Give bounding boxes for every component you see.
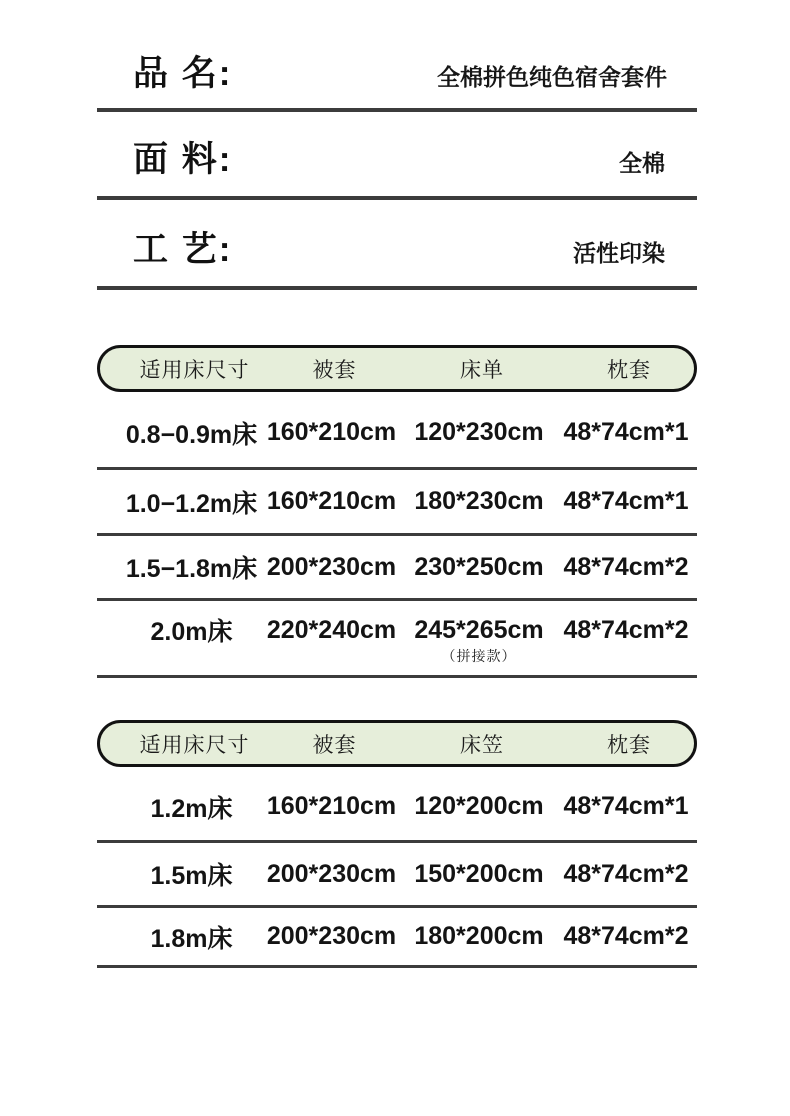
duvet-cover-size: 200*230cm (266, 859, 397, 888)
fitted-sheet-size: 180*200cm (414, 922, 544, 950)
duvet-cover-size: 200*230cm (266, 922, 397, 950)
duvet-cover-size: 200*230cm (266, 552, 397, 581)
pillowcase-size: 48*74cm*2 (563, 859, 689, 888)
duvet-cover-size: 160*210cm (266, 792, 397, 820)
spec-row-fabric (97, 112, 697, 200)
table-row (97, 392, 697, 470)
column-header-pillowcase: 枕套 (607, 358, 651, 382)
size-table-1-header (97, 345, 697, 392)
column-header-fitted-sheet: 床笠 (460, 733, 504, 757)
spec-label-product-name: 品 名: (133, 54, 233, 93)
size-table-2-header (97, 720, 697, 767)
size-table-fitted-sheet-set (97, 720, 697, 968)
bed-size-value: 0.8−0.9m床 (125, 420, 258, 449)
product-specs (97, 0, 697, 290)
pillowcase-size: 48*74cm*2 (563, 615, 689, 644)
splice-style-note: （拼接款） (441, 648, 517, 664)
size-table-sheet-set (97, 345, 697, 678)
table-row (97, 536, 697, 601)
table-row (97, 908, 697, 968)
duvet-cover-size: 160*210cm (266, 487, 397, 515)
fitted-sheet-size: 150*200cm (414, 859, 544, 888)
duvet-cover-size: 160*210cm (266, 418, 397, 446)
flat-sheet-size: 120*230cm (414, 418, 544, 446)
column-header-duvet-cover: 被套 (312, 733, 357, 757)
duvet-cover-size: 220*240cm (266, 615, 397, 644)
bed-size-value: 1.8m床 (150, 924, 233, 953)
bed-size-value: 1.5−1.8m床 (125, 555, 258, 583)
flat-sheet-size: 180*230cm (414, 487, 544, 515)
table-row (97, 843, 697, 908)
bed-size-value: 1.0−1.2m床 (125, 489, 258, 518)
column-header-bed-size: 适用床尺寸 (139, 733, 250, 757)
spec-label-fabric: 面 料: (133, 140, 233, 179)
column-header-flat-sheet: 床单 (460, 358, 504, 382)
flat-sheet-size: 230*250cm (414, 552, 544, 581)
spec-row-craft (97, 200, 697, 290)
flat-sheet-size: 245*265cm (414, 615, 544, 644)
table-row (97, 470, 697, 536)
bed-size-value: 1.5m床 (150, 862, 233, 890)
column-header-pillowcase: 枕套 (607, 733, 651, 757)
pillowcase-size: 48*74cm*1 (563, 418, 689, 446)
pillowcase-size: 48*74cm*1 (563, 792, 689, 820)
pillowcase-size: 48*74cm*1 (563, 487, 689, 515)
bed-size-value: 1.2m床 (150, 794, 233, 823)
column-header-duvet-cover: 被套 (312, 358, 357, 382)
bed-size-value: 2.0m床 (150, 618, 233, 646)
pillowcase-size: 48*74cm*2 (563, 552, 689, 581)
table-row (97, 767, 697, 843)
fitted-sheet-size: 120*200cm (414, 792, 544, 820)
spec-value-fabric: 全棉 (619, 150, 665, 176)
spec-sheet (97, 0, 697, 968)
spec-label-craft: 工 艺: (133, 230, 233, 269)
table-row (97, 601, 697, 678)
spec-row-product-name (97, 0, 697, 112)
pillowcase-size: 48*74cm*2 (563, 922, 689, 950)
column-header-bed-size: 适用床尺寸 (139, 358, 250, 382)
spec-value-craft: 活性印染 (573, 240, 665, 266)
spec-value-product-name: 全棉拼色纯色宿舍套件 (437, 64, 667, 90)
